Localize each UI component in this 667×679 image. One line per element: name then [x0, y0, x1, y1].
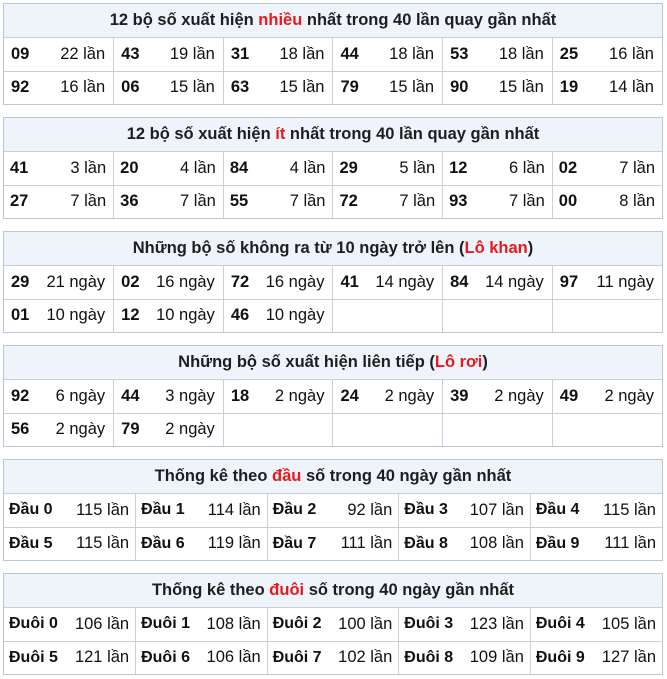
number-label: 84: [229, 158, 249, 177]
stat-cell: [4, 266, 114, 299]
count-value: 2 ngày: [55, 420, 106, 439]
number-label: Đuôi 1: [141, 615, 190, 633]
count-value: 115 lần: [76, 500, 130, 519]
stat-cell: [4, 380, 114, 413]
stat-cell: [552, 185, 662, 218]
count-value: 8 lần: [619, 192, 655, 211]
stat-cell: [552, 38, 662, 71]
title-highlight: đầu: [272, 467, 302, 485]
stat-cell: [136, 527, 268, 560]
count-value: 14 ngày: [485, 272, 544, 291]
section-title: [4, 4, 662, 38]
stat-cell: [114, 71, 224, 104]
stat-cell: [223, 185, 333, 218]
number-label: Đuôi 4: [535, 615, 585, 633]
count-value: 7 lần: [70, 192, 107, 211]
count-value: 10 ngày: [46, 306, 106, 325]
count-value: 6 ngày: [55, 386, 106, 405]
count-value: 5 lần: [399, 158, 436, 177]
table-row: [4, 641, 662, 674]
number-label: 39: [450, 386, 469, 405]
title-text: nhất trong 40 lần quay gần nhất: [302, 11, 557, 29]
count-value: 105 lần: [601, 614, 656, 633]
count-value: 92 lần: [347, 500, 393, 519]
count-value: 16 lần: [60, 78, 106, 97]
number-label: 79: [340, 78, 359, 97]
stat-cell: [114, 152, 224, 185]
count-value: 15 lần: [279, 78, 325, 97]
stat-cell: [4, 152, 114, 185]
number-label: 02: [558, 158, 578, 177]
stat-cell: [443, 266, 553, 299]
stat-cell: [4, 185, 114, 218]
section-title: [4, 574, 662, 608]
count-value: 7 lần: [399, 192, 436, 211]
number-label: Đuôi 5: [9, 648, 58, 666]
table-row: [4, 71, 662, 104]
number-label: Đuôi 0: [9, 615, 58, 633]
stat-cell: [114, 266, 224, 299]
number-label: 92: [11, 386, 30, 405]
section-title: [4, 118, 662, 152]
count-value: 15 lần: [389, 78, 435, 97]
table-row: [4, 527, 662, 560]
stat-cell: [552, 266, 662, 299]
number-label: 09: [11, 44, 30, 63]
count-value: 15 lần: [498, 78, 544, 97]
number-label: 36: [120, 192, 139, 211]
stat-cell: [333, 71, 443, 104]
count-value: 4 lần: [289, 158, 326, 177]
stat-cell: [267, 641, 399, 674]
number-label: Đầu 3: [404, 501, 448, 519]
number-label: 27: [10, 192, 29, 211]
stat-cell: [333, 185, 443, 218]
count-value: 22 lần: [60, 44, 106, 63]
title-highlight: ít: [275, 125, 286, 143]
stat-cell: [552, 380, 662, 413]
number-label: 29: [339, 158, 358, 177]
stat-cell: [223, 380, 333, 413]
number-label: Đầu 1: [141, 501, 185, 519]
table-row: [4, 413, 662, 446]
number-label: 49: [559, 386, 579, 405]
stat-cell: [443, 71, 553, 104]
stat-cell: [223, 266, 333, 299]
table-row: [4, 494, 662, 527]
table-row: [4, 266, 662, 299]
most-frequent-section: [3, 3, 663, 105]
stat-cell: [114, 185, 224, 218]
stat-cell: [443, 152, 553, 185]
title-text: số trong 40 ngày gần nhất: [304, 581, 515, 599]
table-row: [4, 380, 662, 413]
stat-cell: [114, 413, 224, 446]
stat-cell: [552, 152, 662, 185]
count-value: 7 lần: [180, 192, 216, 211]
number-label: 84: [450, 272, 469, 291]
number-label: Đuôi 7: [272, 648, 322, 666]
count-value: 21 ngày: [46, 272, 106, 291]
stats-table: [4, 494, 662, 560]
count-value: 111 lần: [604, 534, 656, 553]
number-label: 12: [449, 158, 468, 177]
count-value: 111 lần: [340, 534, 393, 553]
number-label: 06: [121, 78, 140, 97]
count-value: 2 ngày: [494, 386, 544, 405]
title-text: số trong 40 ngày gần nhất: [301, 467, 512, 485]
stat-cell: [443, 413, 553, 446]
stat-cell: [223, 413, 333, 446]
count-value: 14 ngày: [375, 272, 435, 291]
section-title: [4, 346, 662, 380]
count-value: 11 ngày: [596, 272, 654, 291]
number-label: Đầu 5: [9, 534, 53, 552]
number-label: 00: [558, 192, 578, 211]
stat-cell: [136, 641, 268, 674]
count-value: 114 lần: [207, 500, 261, 519]
lo-khan-section: [3, 231, 663, 333]
number-label: 25: [559, 44, 579, 63]
stats-table: [4, 266, 662, 332]
stats-table: [4, 608, 662, 674]
number-label: 19: [559, 78, 579, 97]
stat-cell: [399, 641, 531, 674]
lo-roi-section: [3, 345, 663, 447]
count-value: 115 lần: [76, 534, 130, 553]
number-label: Đầu 2: [272, 501, 317, 519]
title-text: Những bộ số xuất hiện liên tiếp (: [178, 353, 435, 371]
count-value: 16 ngày: [156, 272, 215, 291]
count-value: 6 lần: [509, 158, 545, 177]
count-value: 3 ngày: [165, 386, 215, 405]
table-row: [4, 38, 662, 71]
number-label: 41: [340, 272, 359, 291]
stat-cell: [552, 299, 662, 332]
stat-cell: [552, 413, 662, 446]
count-value: 18 lần: [279, 44, 325, 63]
number-label: 44: [340, 44, 359, 63]
count-value: 7 lần: [509, 192, 545, 211]
count-value: 2 ngày: [604, 386, 654, 405]
stat-cell: [4, 413, 114, 446]
table-row: [4, 185, 662, 218]
table-row: [4, 299, 662, 332]
stats-table: [4, 38, 662, 104]
count-value: 18 lần: [389, 44, 435, 63]
stat-cell: [530, 608, 662, 641]
count-value: 106 lần: [74, 614, 130, 633]
stat-cell: [443, 185, 553, 218]
count-value: 10 ngày: [265, 306, 325, 325]
number-label: 56: [11, 420, 30, 439]
number-label: Đầu 4: [535, 501, 580, 519]
stat-cell: [333, 413, 443, 446]
count-value: 107 lần: [469, 500, 524, 519]
count-value: 102 lần: [338, 648, 393, 667]
number-label: 44: [121, 386, 140, 405]
title-text: nhất trong 40 lần quay gần nhất: [285, 125, 540, 143]
stat-cell: [4, 641, 136, 674]
number-label: Đuôi 3: [404, 615, 454, 633]
number-label: 02: [121, 272, 140, 291]
count-value: 7 lần: [619, 158, 655, 177]
count-value: 108 lần: [206, 614, 261, 633]
stat-cell: [443, 299, 553, 332]
count-value: 2 ngày: [165, 420, 215, 439]
stat-cell: [4, 608, 136, 641]
count-value: 19 lần: [169, 44, 215, 63]
stat-cell: [443, 380, 553, 413]
number-label: 79: [121, 420, 140, 439]
number-label: Đầu 7: [272, 534, 317, 552]
number-label: 12: [121, 306, 140, 325]
number-label: 93: [449, 192, 468, 211]
title-text: 12 bộ số xuất hiện: [109, 11, 259, 29]
number-label: 72: [230, 272, 250, 291]
count-value: 108 lần: [469, 534, 524, 553]
number-label: 24: [340, 386, 359, 405]
count-value: 14 lần: [609, 78, 654, 97]
title-text: Thống kê theo: [151, 581, 270, 599]
count-value: 115 lần: [603, 500, 656, 519]
stat-cell: [223, 152, 333, 185]
count-value: 7 lần: [289, 192, 326, 211]
head-stats-section: [3, 459, 663, 561]
stat-cell: [223, 299, 333, 332]
stat-cell: [530, 527, 662, 560]
stat-cell: [333, 299, 443, 332]
stat-cell: [223, 38, 333, 71]
stat-cell: [399, 494, 531, 527]
table-row: [4, 608, 662, 641]
least-frequent-section: [3, 117, 663, 219]
number-label: Đuôi 6: [141, 648, 190, 666]
number-label: 20: [120, 158, 139, 177]
stat-cell: [114, 380, 224, 413]
number-label: 53: [450, 44, 469, 63]
count-value: 123 lần: [469, 614, 524, 633]
number-label: 63: [230, 78, 250, 97]
title-highlight: Lô khan: [464, 239, 528, 257]
number-label: 97: [559, 272, 579, 291]
title-highlight: nhiều: [258, 11, 303, 29]
title-text: 12 bộ số xuất hiện: [126, 125, 276, 143]
stat-cell: [4, 527, 136, 560]
stat-cell: [333, 266, 443, 299]
title-highlight: Lô rơi: [434, 353, 483, 371]
number-label: Đuôi 8: [404, 648, 454, 666]
count-value: 2 ngày: [274, 386, 325, 405]
count-value: 109 lần: [469, 648, 524, 667]
stat-cell: [4, 494, 136, 527]
count-value: 119 lần: [207, 534, 261, 553]
stat-cell: [114, 38, 224, 71]
number-label: 43: [121, 44, 140, 63]
stat-cell: [4, 299, 114, 332]
count-value: 10 ngày: [156, 306, 215, 325]
count-value: 16 lần: [609, 44, 654, 63]
stat-cell: [223, 71, 333, 104]
stat-cell: [267, 608, 399, 641]
number-label: 55: [229, 192, 249, 211]
count-value: 4 lần: [180, 158, 216, 177]
number-label: 31: [230, 44, 250, 63]
stat-cell: [552, 71, 662, 104]
stat-cell: [333, 38, 443, 71]
number-label: Đuôi 9: [535, 648, 585, 666]
stat-cell: [267, 527, 399, 560]
number-label: 41: [10, 158, 29, 177]
table-row: [4, 152, 662, 185]
count-value: 121 lần: [74, 648, 130, 667]
title-text: Thống kê theo: [154, 467, 273, 485]
number-label: 01: [11, 306, 30, 325]
stats-table: [4, 380, 662, 446]
number-label: Đầu 8: [404, 534, 448, 552]
title-text: ): [482, 353, 488, 371]
stat-cell: [399, 608, 531, 641]
number-label: 90: [450, 78, 469, 97]
count-value: 127 lần: [601, 648, 656, 667]
count-value: 18 lần: [498, 44, 544, 63]
stat-cell: [530, 641, 662, 674]
stat-cell: [333, 152, 443, 185]
stat-cell: [4, 38, 114, 71]
count-value: 2 ngày: [384, 386, 435, 405]
stat-cell: [136, 608, 268, 641]
title-text: Những bộ số không ra từ 10 ngày trở lên (: [132, 239, 465, 257]
tail-stats-section: [3, 573, 663, 675]
number-label: Đuôi 2: [272, 615, 322, 633]
count-value: 3 lần: [70, 158, 107, 177]
stat-cell: [267, 494, 399, 527]
number-label: 29: [11, 272, 30, 291]
stats-table: [4, 152, 662, 218]
stat-cell: [333, 380, 443, 413]
stat-cell: [530, 494, 662, 527]
number-label: 46: [230, 306, 250, 325]
number-label: 92: [11, 78, 30, 97]
count-value: 16 ngày: [265, 272, 325, 291]
title-highlight: đuôi: [269, 581, 305, 599]
stat-cell: [136, 494, 268, 527]
number-label: 18: [230, 386, 250, 405]
number-label: 72: [339, 192, 358, 211]
stat-cell: [443, 38, 553, 71]
section-title: [4, 232, 662, 266]
number-label: Đầu 6: [141, 534, 185, 552]
stat-cell: [399, 527, 531, 560]
count-value: 106 lần: [206, 648, 261, 667]
stat-cell: [114, 299, 224, 332]
number-label: Đầu 0: [9, 501, 53, 519]
count-value: 15 lần: [169, 78, 215, 97]
title-text: ): [527, 239, 534, 257]
stat-cell: [4, 71, 114, 104]
number-label: Đầu 9: [535, 534, 580, 552]
section-title: [4, 460, 662, 494]
count-value: 100 lần: [338, 614, 393, 633]
